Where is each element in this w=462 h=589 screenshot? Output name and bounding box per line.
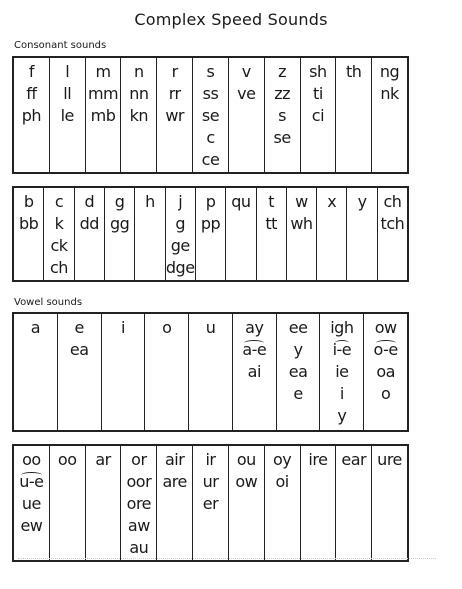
grapheme: ti [313,84,323,103]
split-digraph-grapheme: a-e [242,340,267,359]
sound-cell [277,314,321,430]
grapheme: are [162,472,187,491]
sound-cell [320,314,364,430]
grapheme: ch [383,192,402,211]
grapheme: ore [126,494,152,513]
grapheme: m [95,62,111,81]
grapheme: ve [237,84,256,103]
sound-cell [301,58,337,172]
grapheme: i [339,384,344,403]
grapheme: ll [63,84,72,103]
sound-cell [157,58,193,172]
grapheme: au [129,538,149,557]
sound-cell [121,446,157,560]
grapheme: igh [330,318,354,337]
grapheme: ea [69,340,89,359]
sound-cell [317,188,347,280]
grapheme: aw [127,516,150,535]
grapheme: rr [168,84,181,103]
grapheme: r [171,62,178,81]
vowel-sounds-label: Vowel sounds [14,297,83,308]
grapheme: l [65,62,70,81]
sound-cell [189,314,233,430]
grapheme: c [206,128,215,147]
page-title: Complex Speed Sounds [134,10,328,29]
grapheme: ss [202,84,219,103]
grapheme: ure [377,450,402,469]
sound-cell [86,446,122,560]
grapheme: oi [275,472,289,491]
grapheme: or [131,450,147,469]
grapheme: ai [247,362,261,381]
grapheme: qu [231,192,251,211]
consonant-sounds-label: Consonant sounds [14,40,107,51]
grapheme: oo [57,450,77,469]
sound-cell [14,314,58,430]
sound-cell [193,58,229,172]
grapheme: ur [202,472,219,491]
sound-cell [102,314,146,430]
grapheme: ie [335,362,349,381]
sound-cell [58,314,102,430]
grapheme: o [162,318,172,337]
grapheme: b [23,192,34,211]
sound-cell [50,58,86,172]
grapheme: le [60,106,74,125]
sound-cell [287,188,317,280]
grapheme: ar [95,450,111,469]
sound-cell [265,58,301,172]
grapheme: se [273,128,291,147]
grapheme: t [268,192,275,211]
sound-cell [193,446,229,560]
grapheme: u [205,318,216,337]
grapheme: ce [201,150,220,169]
sound-cell [44,188,74,280]
grapheme: ci [311,106,325,125]
grapheme: sh [309,62,327,81]
sound-cell [372,446,407,560]
grapheme: ch [50,258,68,277]
sound-cell [233,314,277,430]
footer-rule [18,558,436,565]
grapheme: oy [272,450,292,469]
grapheme: ow [235,472,258,491]
sound-cell [378,188,407,280]
split-digraph-grapheme: o-e [373,340,398,359]
grapheme: ow [374,318,397,337]
grapheme: e [74,318,84,337]
grapheme: c [54,192,64,211]
sound-cell [14,58,50,172]
grapheme: e [293,384,303,403]
grapheme: ge [170,236,190,255]
grapheme: nn [129,84,149,103]
grapheme: s [278,106,287,125]
sound-cell [364,314,407,430]
grapheme: s [206,62,215,81]
sound-cell [301,446,337,560]
grapheme: nk [380,84,399,103]
sound-cell [121,58,157,172]
grapheme: wh [290,214,313,233]
grapheme: ue [21,494,41,513]
grapheme: pp [200,214,221,233]
consonant-grid-row-2 [12,186,409,282]
grapheme: n [134,62,144,81]
grapheme: z [278,62,287,81]
sound-cell [336,446,372,560]
grapheme: ng [379,62,400,81]
vowel-grid-row-2 [12,444,409,562]
grapheme: y [293,340,303,359]
sound-cell [105,188,135,280]
grapheme: er [202,494,219,513]
sound-cell [157,446,193,560]
sound-cell [229,58,265,172]
grapheme: ph [21,106,42,125]
grapheme: g [175,214,186,233]
grapheme: y [337,406,347,425]
sound-cell [75,188,105,280]
grapheme: j [178,192,183,211]
grapheme: p [205,192,216,211]
grapheme: air [164,450,185,469]
grapheme: g [114,192,125,211]
sound-cell [86,58,122,172]
grapheme: ire [308,450,328,469]
sound-cell [50,446,86,560]
grapheme: ou [236,450,256,469]
split-digraph-grapheme: i-e [332,340,352,359]
grapheme: th [346,62,362,81]
sound-cell [135,188,165,280]
sound-cell [257,188,287,280]
sound-cell [265,446,301,560]
sound-cell [145,314,189,430]
grapheme: oor [126,472,152,491]
sound-cell [166,188,196,280]
grapheme: d [84,192,95,211]
grapheme: dd [79,214,99,233]
grapheme: x [327,192,337,211]
grapheme: i [120,318,125,337]
grapheme: ck [50,236,68,255]
sound-cell [347,188,377,280]
split-digraph-grapheme: u-e [19,472,44,491]
sound-cell [196,188,226,280]
vowel-grid-row-1 [12,312,409,432]
sound-cell [14,188,44,280]
grapheme: ea [288,362,308,381]
grapheme: se [201,106,220,125]
grapheme: wr [165,106,184,125]
grapheme: gg [109,214,130,233]
grapheme: w [295,192,308,211]
grapheme: zz [274,84,290,103]
grapheme: oo [22,450,41,469]
grapheme: o [380,384,391,403]
grapheme: dge [165,258,195,277]
grapheme: h [145,192,155,211]
grapheme: bb [19,214,39,233]
grapheme: mb [90,106,116,125]
sound-cell [226,188,256,280]
grapheme: tch [380,214,405,233]
grapheme: oa [376,362,395,381]
sound-cell [14,446,50,560]
consonant-grid-row-1 [12,56,409,174]
grapheme: ff [26,84,37,103]
grapheme: ir [205,450,216,469]
grapheme: a [30,318,41,337]
grapheme: v [241,62,251,81]
grapheme: ee [288,318,308,337]
grapheme: tt [265,214,277,233]
grapheme: mm [87,84,119,103]
grapheme: kn [129,106,149,125]
grapheme: ew [20,516,43,535]
grapheme: ay [245,318,264,337]
sound-cell [229,446,265,560]
grapheme: f [28,62,34,81]
grapheme: y [357,192,367,211]
grapheme: ear [341,450,367,469]
sound-cell [336,58,372,172]
grapheme: k [54,214,64,233]
sound-cell [372,58,407,172]
